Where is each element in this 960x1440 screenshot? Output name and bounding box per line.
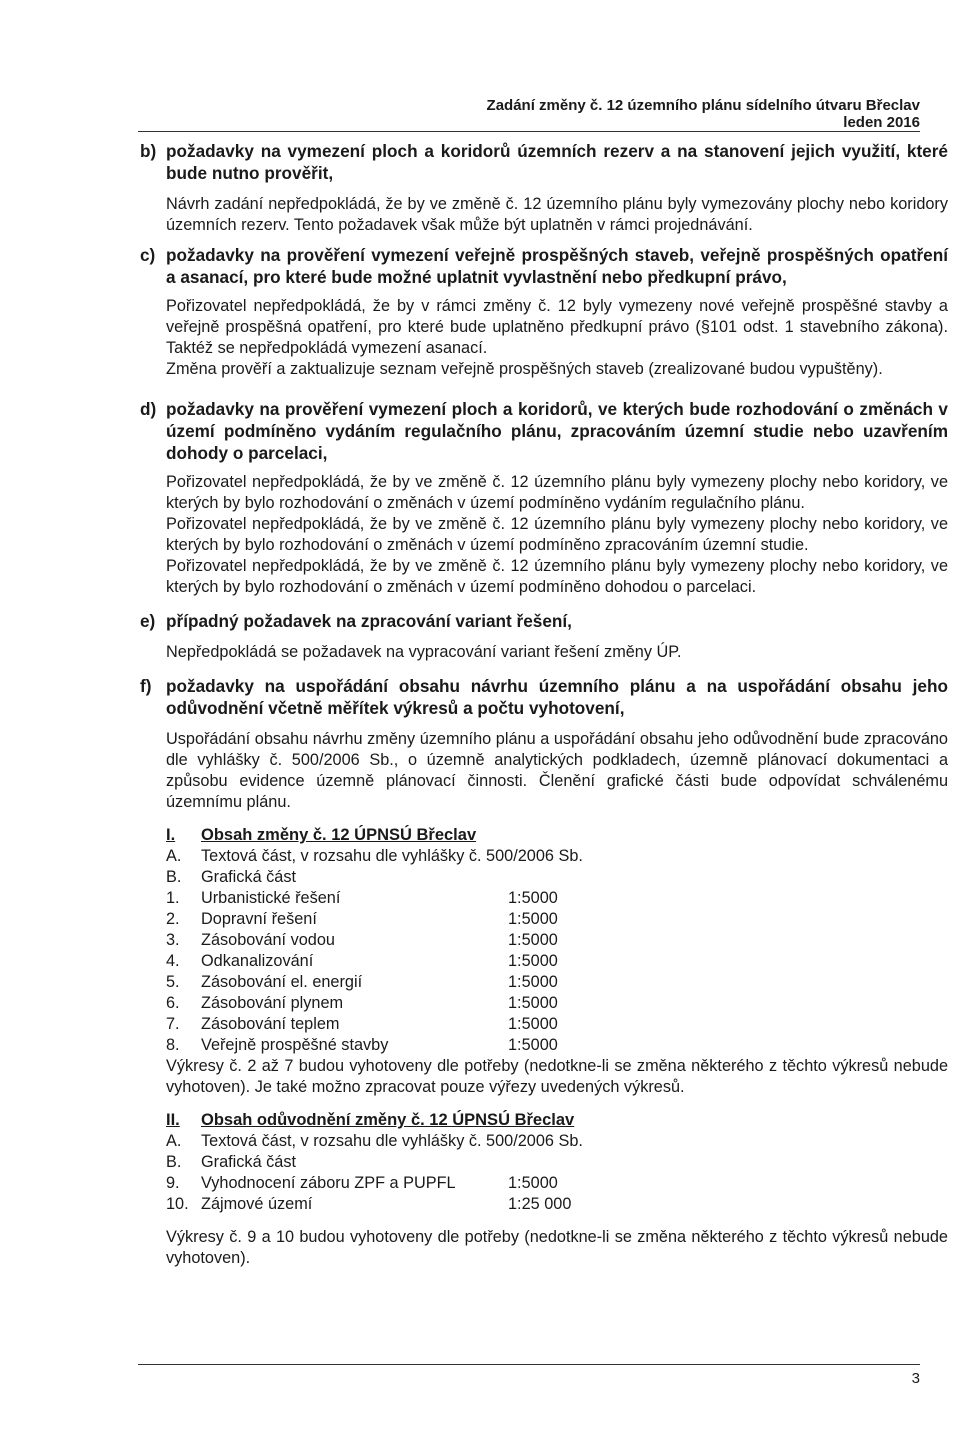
item-number: 6.	[166, 994, 180, 1012]
item-text: Zásobování teplem	[201, 1015, 340, 1033]
header-title: Zadání změny č. 12 územního plánu sídelního útvaru Břeclav	[486, 97, 920, 114]
section-c-paragraph-2: Změna prověří a zaktualizuje seznam veřejně prospěšných staveb (zrealizované budou vypuštěny).	[166, 360, 883, 378]
item-text: Textová část, v rozsahu dle vyhlášky č. 500/2006 Sb.	[201, 847, 583, 865]
section-f-heading-text: požadavky na uspořádání obsahu návrhu územního plánu a na uspořádání obsahu jeho odůvodnění včetně měřítek výkresů a počtu vyhotovení,	[166, 676, 948, 718]
item-scale: 1:5000	[508, 910, 558, 928]
section-d-letter: d)	[140, 399, 157, 419]
document-body	[140, 140, 948, 1269]
item-number: 5.	[166, 973, 180, 991]
section-b-paragraph: Návrh zadání nepředpokládá, že by ve změně č. 12 územního plánu byly vymezovány plochy nebo koridory územních rezerv. Tento požadavek však může být uplatněn v rámci projednávání.	[166, 195, 948, 234]
obsah-oduvodneni-number: II.	[166, 1111, 180, 1129]
item-scale: 1:5000	[508, 889, 558, 907]
item-text: Textová část, v rozsahu dle vyhlášky č. 500/2006 Sb.	[201, 1132, 583, 1150]
section-e-heading	[140, 610, 948, 632]
item-scale: 1:5000	[508, 931, 558, 949]
drawing-list-item	[166, 930, 948, 951]
item-text: Zásobování el. energií	[201, 973, 363, 991]
item-number: 9.	[166, 1174, 180, 1192]
footer-rule	[138, 1364, 920, 1365]
item-number: B.	[166, 868, 182, 886]
item-number: 7.	[166, 1015, 180, 1033]
section-e-letter: e)	[140, 611, 156, 631]
item-text: Zájmové území	[201, 1195, 313, 1213]
header-date: leden 2016	[843, 114, 920, 131]
item-scale: 1:5000	[508, 1015, 558, 1033]
section-c-heading	[140, 244, 948, 288]
obsah-zmeny-title: Obsah změny č. 12 ÚPNSÚ Břeclav	[201, 826, 477, 844]
item-scale: 1:5000	[508, 994, 558, 1012]
obsah-oduvodneni-item-b	[166, 1152, 948, 1173]
section-b-letter: b)	[140, 141, 157, 161]
item-number: 3.	[166, 931, 180, 949]
obsah-oduvodneni-note: Výkresy č. 9 a 10 budou vyhotoveny dle potřeby (nedotkne-li se změna některého z těchto výkresů nebude vyhotoven).	[166, 1228, 948, 1267]
section-c-heading-text: požadavky na prověření vymezení veřejně prospěšných staveb, veřejně prospěšných opatření a asanací, pro které bude možné uplatnit vyvlastnění nebo předkupní právo,	[166, 245, 948, 287]
item-scale: 1:25 000	[508, 1195, 572, 1213]
section-f-heading	[140, 675, 948, 719]
item-scale: 1:5000	[508, 1036, 558, 1054]
obsah-zmeny-item-a	[166, 846, 948, 867]
item-scale: 1:5000	[508, 952, 558, 970]
item-number: B.	[166, 1153, 182, 1171]
item-text: Zásobování vodou	[201, 931, 335, 949]
drawing-list-item	[166, 909, 948, 930]
item-scale: 1:5000	[508, 1174, 558, 1192]
section-d-paragraph-2: Pořizovatel nepředpokládá, že by ve změně č. 12 územního plánu byly vymezeny plochy nebo koridory, ve kterých by bylo rozhodování o změnách v území podmíněno zpracováním územní studie.	[166, 515, 948, 554]
section-d-paragraph-1: Pořizovatel nepředpokládá, že by ve změně č. 12 územního plánu byly vymezeny plochy nebo koridory, ve kterých by bylo rozhodování o změnách v území podmíněno vydáním regulačního plánu.	[166, 473, 948, 512]
item-number: 1.	[166, 889, 180, 907]
item-text: Vyhodnocení záboru ZPF a PUPFL	[201, 1174, 456, 1192]
obsah-zmeny-number: I.	[166, 826, 176, 844]
section-d-heading-text: požadavky na prověření vymezení ploch a koridorů, ve kterých bude rozhodování o změnách v území podmíněno vydáním regulačního plánu, zpracováním územní studie nebo uzavřením dohody o parcelaci,	[166, 399, 948, 463]
drawing-list-item	[166, 888, 948, 909]
drawing-list-item	[166, 993, 948, 1014]
section-c-paragraph-1: Pořizovatel nepředpokládá, že by v rámci změny č. 12 byly vymezeny nové veřejně prospěšné stavby a veřejně prospěšná opatření, pro které bude uplatněno předkupní právo (§101 odst. 1 stavebního zákona). Taktéž se nepředpokládá vymezení asanací.	[166, 297, 948, 357]
section-d-heading	[140, 398, 948, 464]
obsah-oduvodneni-item-a	[166, 1131, 948, 1152]
drawing-list-item	[166, 1173, 948, 1194]
obsah-zmeny-heading	[166, 825, 948, 846]
section-b-heading	[140, 140, 948, 184]
drawing-list-item	[166, 951, 948, 972]
item-text: Odkanalizování	[201, 952, 314, 970]
item-text: Grafická část	[201, 868, 297, 886]
obsah-oduvodneni-heading	[166, 1110, 948, 1131]
item-number: A.	[166, 847, 182, 865]
page-number: 3	[911, 1370, 920, 1387]
section-d-paragraph-3: Pořizovatel nepředpokládá, že by ve změně č. 12 územního plánu byly vymezeny plochy nebo koridory, ve kterých by bylo rozhodování o změnách v území podmíněno dohodou o parcelaci.	[166, 557, 948, 596]
section-f-paragraph: Uspořádání obsahu návrhu změny územního plánu a uspořádání obsahu jeho odůvodnění bude zpracováno dle vyhlášky č. 500/2006 Sb., o územně analytických podkladech, územně plánovací dokumentaci a způsobu evidence územně plánovací činnosti. Členění grafické části bude odpovídat schválenému územnímu plánu.	[166, 730, 948, 811]
drawing-list-item	[166, 1014, 948, 1035]
item-number: 8.	[166, 1036, 180, 1054]
obsah-zmeny-item-b	[166, 867, 948, 888]
item-number: 2.	[166, 910, 180, 928]
drawing-list-item	[166, 972, 948, 993]
item-scale: 1:5000	[508, 973, 558, 991]
section-c-letter: c)	[140, 245, 156, 265]
obsah-oduvodneni-title: Obsah odůvodnění změny č. 12 ÚPNSÚ Břeclav	[201, 1111, 575, 1129]
item-text: Dopravní řešení	[201, 910, 317, 928]
item-text: Grafická část	[201, 1153, 297, 1171]
section-e-heading-text: případný požadavek na zpracování variant řešení,	[166, 611, 572, 631]
item-text: Veřejně prospěšné stavby	[201, 1036, 389, 1054]
drawing-list-item	[166, 1194, 948, 1215]
item-number: 4.	[166, 952, 180, 970]
item-number: 10.	[166, 1195, 189, 1213]
section-e-paragraph: Nepředpokládá se požadavek na vypracování variant řešení změny ÚP.	[166, 643, 682, 661]
item-text: Urbanistické řešení	[201, 889, 341, 907]
item-text: Zásobování plynem	[201, 994, 344, 1012]
section-f-letter: f)	[140, 676, 152, 696]
item-number: A.	[166, 1132, 182, 1150]
drawing-list-item	[166, 1035, 948, 1056]
header-rule	[138, 131, 920, 132]
obsah-zmeny-note: Výkresy č. 2 až 7 budou vyhotoveny dle potřeby (nedotkne-li se změna některého z těchto výkresů nebude vyhotoven). Je také možno zpracovat pouze výřezy uvedených výkresů.	[166, 1057, 948, 1096]
section-b-heading-text: požadavky na vymezení ploch a koridorů územních rezerv a na stanovení jejich využití, které bude nutno prověřit,	[166, 141, 948, 183]
